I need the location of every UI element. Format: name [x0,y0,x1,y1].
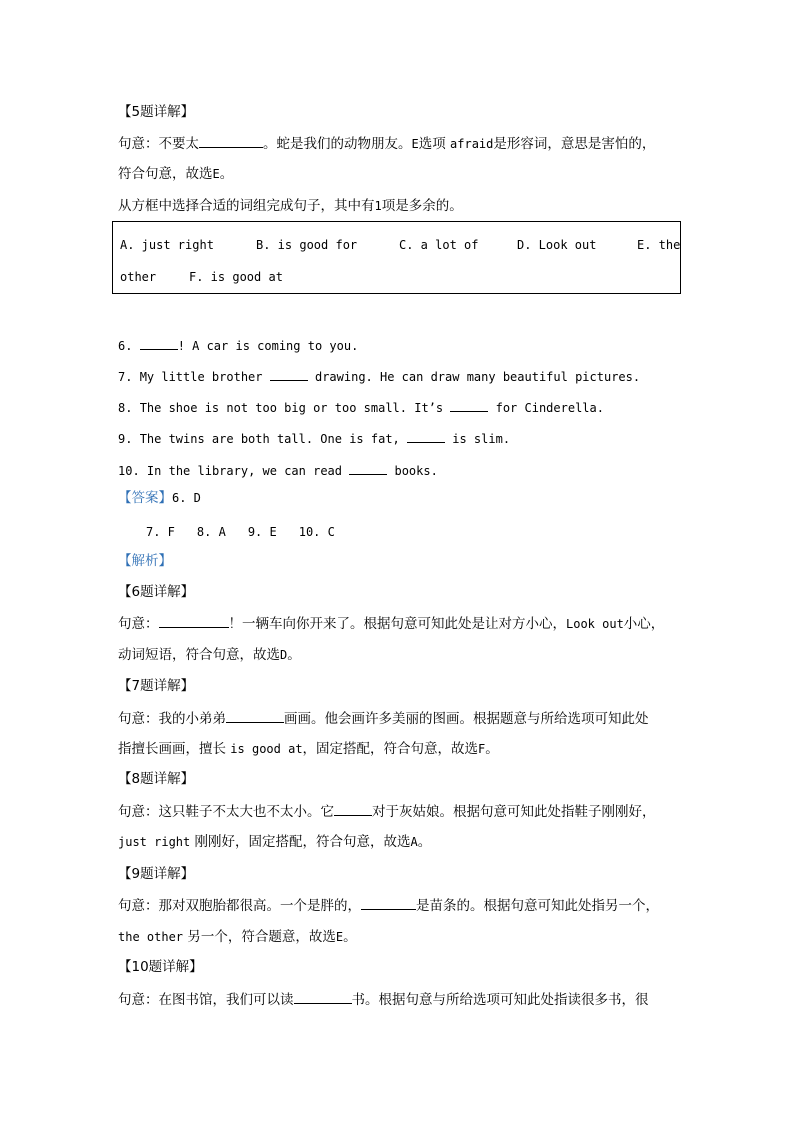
question-text: In the library, we can read [146,464,342,478]
question-10 [118,462,438,480]
text: 1 [374,199,382,213]
option-b: B. is good for [256,238,358,252]
question-number: 6. [118,339,133,353]
text: 是形容词，意思是害怕的， [493,136,656,152]
question-9 [118,430,510,448]
option-a: A. just right [120,238,214,252]
q10-detail-line1 [118,990,649,1008]
text: 项是多余的。 [381,198,463,214]
text: Look out [566,617,624,631]
question-8 [118,399,604,417]
text: 画画。他会画许多美丽的图画。根据题意与所给选项可知此处 [284,711,649,727]
text: E [212,167,220,181]
text: 。 [343,929,357,945]
question-text: drawing. He can draw many beautiful pictures. [314,370,641,384]
q5-detail-line2 [118,165,233,183]
answer-blank [294,990,352,1004]
text: 。 [287,647,301,663]
text: 。 [219,166,234,182]
question-6 [118,337,358,355]
text: 从方框中选择合适的词组完成句子，其中有 [118,198,375,214]
option-f: F. is good at [189,270,283,284]
text: ！一辆车向你开来了。根据句意可知此处是让对方小心， [228,616,566,632]
text: D [280,648,288,662]
answer-value: 9. E [247,525,277,539]
q6-detail-line1 [118,614,664,632]
question-text: The shoe is not too big or too small. It’s [139,401,444,415]
question-number: 7. [118,370,133,384]
text: 。 [485,741,499,757]
text: 选项 [418,136,446,152]
question-number: 9. [118,432,133,446]
answer-blank [199,134,263,148]
text: 句意：在图书馆，我们可以读 [118,992,294,1008]
option-e: E. the [637,238,681,252]
answer-value: 10. C [298,525,335,539]
answer-blank [407,430,445,443]
text: 。 [417,834,432,850]
q8-detail-heading: 【8题详解】 [118,771,195,787]
question-text: ! A car is coming to you. [177,339,359,353]
text: 动词短语，符合句意，故选 [118,647,280,663]
q5-detail-heading: 【5题详解】 [118,104,195,120]
question-text: My little brother [139,370,263,384]
option-c: C. a lot of [399,238,479,252]
text: 。蛇是我们的动物朋友。 [263,136,412,152]
text: 句意：我的小弟弟 [118,711,226,727]
q5-detail-line1 [118,134,655,152]
q6-detail-heading: 【6题详解】 [118,584,195,600]
answer-line-2 [146,523,335,541]
answer-value: 6. D [172,491,201,505]
text: afraid [450,137,494,151]
q8-detail-line1 [118,802,656,820]
option-e-continued: other [120,270,157,284]
question-text: books. [394,464,438,478]
q10-detail-heading: 【10题详解】 [118,959,203,975]
text: 指擅长画画，擅长 [118,741,226,757]
text: A [410,835,418,849]
answer-line [118,489,201,507]
answer-blank [334,802,372,816]
answer-blank [140,337,178,350]
text: ，固定搭配，符合句意，故选 [302,741,479,757]
q7-detail-line2 [118,740,499,758]
options-row-2 [120,269,283,285]
answer-blank [361,896,416,910]
q7-detail-heading: 【7题详解】 [118,678,195,694]
text: 另一个，符合题意，故选 [187,929,336,945]
answer-blank [270,368,308,381]
answer-blank [349,462,387,475]
answer-blank [159,614,229,628]
text: 小心， [623,616,665,632]
answer-value: 8. A [196,525,226,539]
question-text: for Cinderella. [495,401,604,415]
instruction [118,197,463,215]
option-d: D. Look out [517,238,597,252]
analysis-label: 【解析】 [118,553,172,569]
question-7 [118,368,640,386]
text: is good at [230,742,303,756]
text: 符合句意，故选 [118,166,213,182]
text: 书。根据句意与所给选项可知此处指读很多书，很 [351,992,649,1008]
text: 句意： [118,616,159,632]
text: 刚刚好，固定搭配，符合句意，故选 [194,834,411,850]
text: F [478,742,486,756]
q8-detail-line2 [118,833,431,851]
options-row-1 [120,237,680,253]
answer-label: 【答案】 [118,490,172,506]
q6-detail-line2 [118,646,301,664]
text: 句意：这只鞋子不太大也不太小。它 [118,804,334,820]
q9-detail-heading: 【9题详解】 [118,866,195,882]
answer-blank [450,399,488,412]
text: E [335,930,344,944]
text: 对于灰姑娘。根据句意可知此处指鞋子刚刚好， [372,804,656,820]
options-box [112,221,681,294]
answer-blank [226,709,284,723]
text: just right [118,835,191,849]
question-text: The twins are both tall. One is fat, [139,432,400,446]
text: the other [118,930,184,944]
text: 句意：那对双胞胎都很高。一个是胖的， [118,898,361,914]
text: E [411,137,419,151]
q9-detail-line1 [118,896,659,914]
question-text: is slim. [452,432,511,446]
question-number: 8. [118,401,133,415]
text: 句意：不要太 [118,136,199,152]
question-number: 10. [118,464,140,478]
q7-detail-line1 [118,709,649,727]
answer-value: 7. F [146,525,175,539]
text: 是苗条的。根据句意可知此处指另一个， [416,898,659,914]
q9-detail-line2 [118,928,357,946]
